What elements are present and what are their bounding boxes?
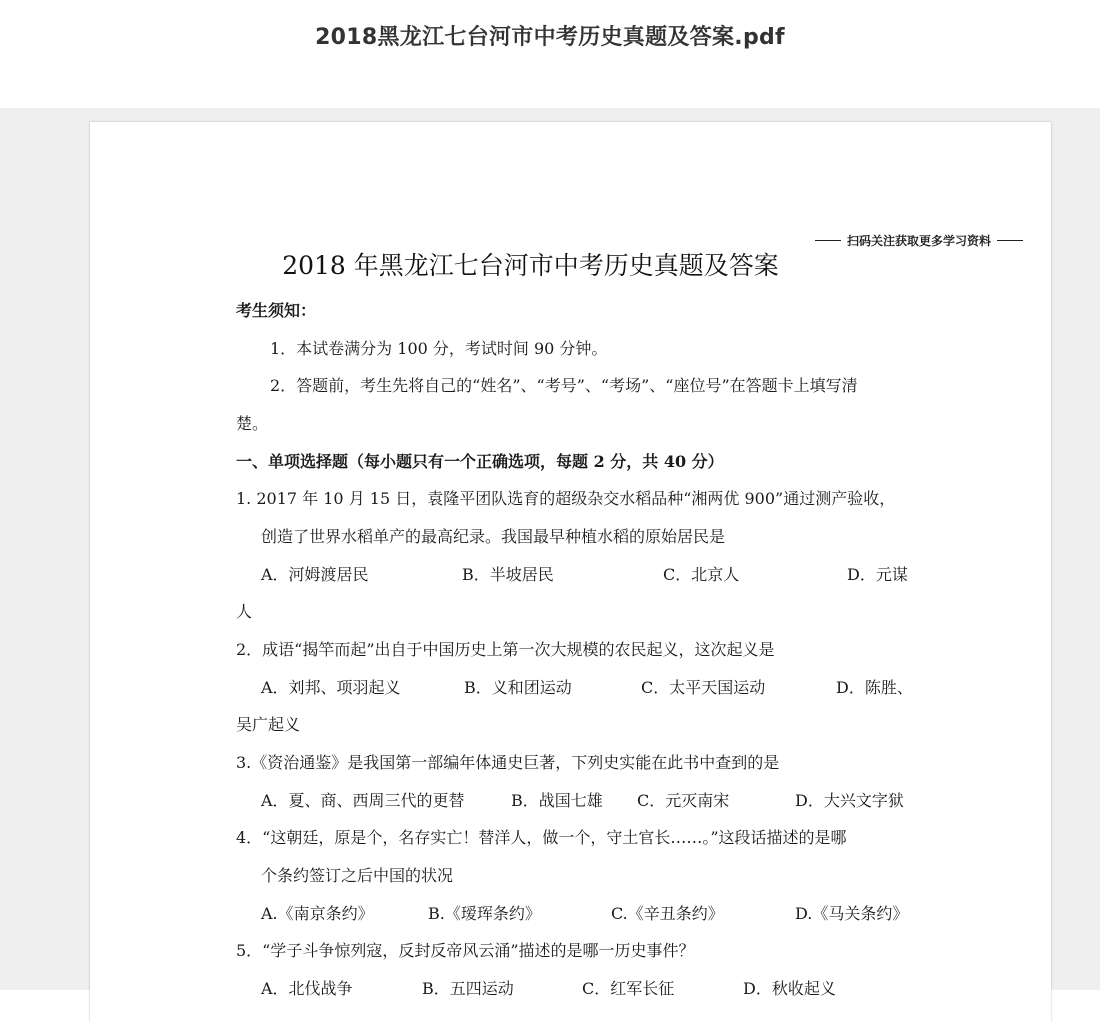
question-4-stem-cont: 个条约签订之后中国的状况	[261, 866, 454, 885]
question-5-option-c: C．红军长征	[582, 979, 675, 998]
question-4-option-c: C.《辛丑条约》	[611, 904, 724, 923]
question-3-stem: 3.《资治通鉴》是我国第一部编年体通史巨著，下列史实能在此书中查到的是	[236, 753, 780, 772]
question-1-option-d: D．元谋	[847, 565, 908, 584]
pdf-page	[90, 122, 1051, 1022]
title-bar	[0, 0, 1100, 108]
question-5-option-a: A．北伐战争	[261, 979, 353, 998]
question-4-option-a: A.《南京条约》	[261, 904, 374, 923]
question-2-option-a: A．刘邦、项羽起义	[261, 678, 401, 697]
notice-item-2-wrap: 楚。	[236, 414, 269, 433]
document-filename: 2018黑龙江七台河市中考历史真题及答案.pdf	[315, 25, 785, 50]
question-1-stem-cont: 创造了世界水稻单产的最高纪录。我国最早种植水稻的原始居民是	[261, 527, 726, 546]
question-4-stem: 4．“这朝廷，原是个，名存实亡！替洋人，做一个，守土官长……。”这段话描述的是哪	[236, 828, 847, 847]
notice-item-2: 2．答题前，考生先将自己的“姓名”、“考号”、“考场”、“座位号”在答题卡上填写清	[270, 376, 858, 395]
question-2-option-c: C．太平天国运动	[641, 678, 766, 697]
watermark-text: 扫码关注获取更多学习资料	[846, 234, 991, 248]
notice-item-1: 1．本试卷满分为 100 分，考试时间 90 分钟。	[270, 339, 608, 358]
question-3-option-b: B．战国七雄	[511, 791, 603, 810]
question-5-stem: 5．“学子斗争惊列寇，反封反帝风云涌”描述的是哪一历史事件？	[236, 941, 695, 960]
question-3-option-d: D．大兴文字狱	[795, 791, 904, 810]
question-4-option-d: D.《马关条约》	[795, 904, 909, 923]
watermark-rule-right	[997, 240, 1023, 241]
question-2-option-d: D．陈胜、	[836, 678, 913, 697]
question-1-wrap: 人	[236, 602, 253, 621]
question-3-option-a: A．夏、商、西周三代的更替	[261, 791, 465, 810]
question-5-option-b: B．五四运动	[422, 979, 514, 998]
notice-heading: 考生须知：	[236, 301, 317, 320]
question-1-option-a: A．河姆渡居民	[261, 565, 369, 584]
pdf-viewer[interactable]	[0, 108, 1100, 998]
question-1-stem: 1. 2017 年 10 月 15 日，袁隆平团队选育的超级杂交水稻品种“湘两优 900”通过测产验收，	[236, 489, 896, 508]
question-2-option-b: B．义和团运动	[464, 678, 572, 697]
question-3-option-c: C．元灭南宋	[637, 791, 730, 810]
question-2-wrap: 吴广起义	[236, 715, 301, 734]
question-5-option-d: D．秋收起义	[743, 979, 836, 998]
question-2-stem: 2．成语“揭竿而起”出自于中国历史上第一次大规模的农民起义，这次起义是	[236, 640, 775, 659]
watermark-rule-left	[815, 240, 841, 241]
question-1-option-c: C．北京人	[663, 565, 740, 584]
paper-title-text: 2018 年黑龙江七台河市中考历史真题及答案	[282, 251, 779, 280]
paper-title	[90, 246, 1051, 282]
question-1-option-b: B．半坡居民	[462, 565, 554, 584]
section-heading: 一、单项选择题（每小题只有一个正确选项，每题 2 分，共 40 分）	[236, 452, 724, 471]
question-4-option-b: B.《瑷珲条约》	[428, 904, 541, 923]
